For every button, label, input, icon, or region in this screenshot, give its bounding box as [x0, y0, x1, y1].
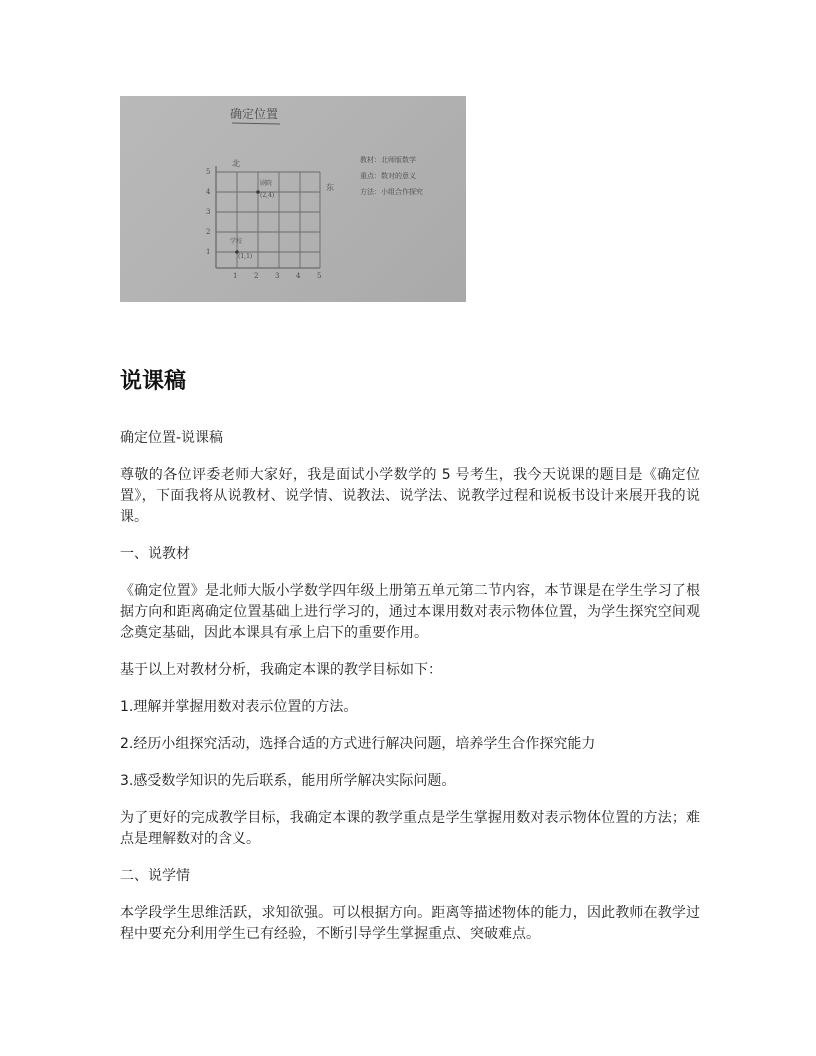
list-item: 2.经历小组探究活动，选择合适的方式进行解决问题，培养学生合作探究能力	[120, 736, 596, 752]
paragraph: 基于以上对教材分析，我确定本课的教学目标如下：	[120, 662, 442, 678]
x-tick: 2	[254, 272, 259, 280]
y-tick: 1	[206, 248, 211, 256]
paragraph: 为了更好的完成教学目标，我确定本课的教学重点是学生掌握用数对表示物体位置的方法；难点是理解数对的含义。	[120, 810, 700, 847]
x-tick: 4	[296, 272, 301, 280]
y-tick: 5	[206, 168, 211, 176]
side-note: 方法：小组合作探究	[360, 188, 423, 196]
photo-title: 确定位置	[230, 107, 279, 121]
point-a-label: 剧院	[260, 180, 273, 187]
point-a-coord: (2,4)	[260, 192, 275, 199]
title-underline	[232, 123, 280, 124]
paragraph: 本学段学生思维活跃，求知欲强。可以根据方向。距离等描述物体的能力，因此教师在教学过程中要充分利用学生已有经验，不断引导学生掌握重点、突破难点。	[120, 905, 700, 942]
document-body	[120, 364, 700, 961]
side-note: 教材：北师版数学	[360, 156, 416, 164]
grid-sketch	[120, 96, 466, 302]
list-item: 3.感受数学知识的先后联系，能用所学解决实际问题。	[120, 773, 456, 789]
y-tick: 2	[206, 228, 211, 236]
paragraph: 尊敬的各位评委老师大家好，我是面试小学数学的 5 号考生，我今天说课的题目是《确定位置》，下面我将从说教材、说学情、说教法、说学法、说教学过程和说板书设计来展开我的说课。	[120, 467, 700, 525]
point-b-label: 学校	[230, 238, 243, 245]
side-note: 重点：数对的意义	[360, 172, 416, 180]
section-heading: 一、说教材	[120, 546, 190, 562]
paragraph: 确定位置-说课稿	[120, 430, 224, 446]
east-label: 东	[326, 183, 334, 192]
x-tick: 5	[317, 272, 322, 280]
x-tick: 3	[275, 272, 280, 280]
whiteboard-photo	[120, 96, 466, 302]
x-tick: 1	[233, 272, 238, 280]
point-b-coord: (1,1)	[238, 253, 253, 260]
paragraph: 《确定位置》是北师大版小学数学四年级上册第五单元第二节内容，本节课是在学生学习了根据方向和距离确定位置基础上进行学习的，通过本课用数对表示物体位置，为学生探究空间观念奠定基础，因此本课具有承上启下的重要作用。	[120, 583, 700, 641]
north-label: 北	[232, 159, 240, 168]
y-tick: 4	[206, 188, 211, 196]
list-item: 1.理解并掌握用数对表示位置的方法。	[120, 699, 358, 715]
document-heading: 说课稿	[120, 369, 187, 394]
y-tick: 3	[206, 208, 211, 216]
section-heading: 二、说学情	[120, 868, 190, 884]
